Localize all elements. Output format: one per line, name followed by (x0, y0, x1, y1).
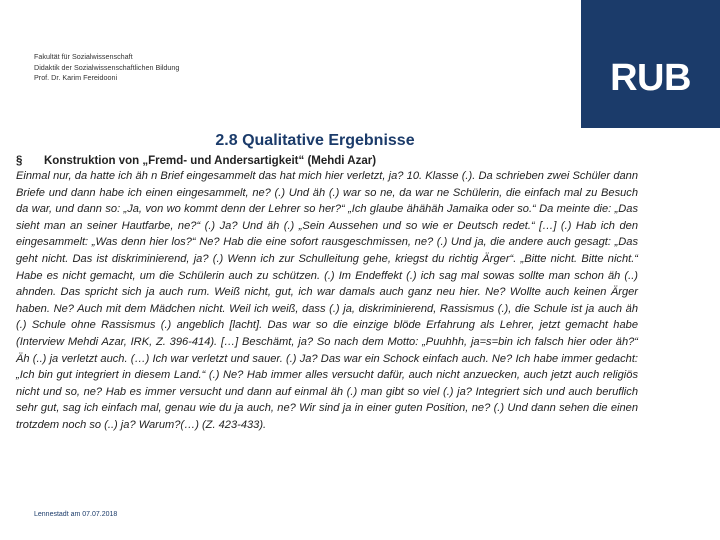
interview-quote: Einmal nur, da hatte ich äh n Brief eingesammelt das hat mich hier verletzt, ja? 10. Klasse (.). Da schrieben zwei Schüler dann Briefe und dann habe ich einen eingesammelt, ne? (.) Und äh (.) war so ne, da war ne Schülerin, die einfach mal zu Besuch da war, und dann so: „Ja, von wo kommt denn der Lehrer so her?“ „Ich glaube ähähäh Jamaika oder so.“ Da meinte die: „Das sieht man an seiner Hautfarbe, ne?“ (.) Ja? Und äh (.) „Sein Aussehen und so wie er Deutsch redet.“ […] (.) Hab ich den eingesammelt: „Was denn hier los?“ Ne? Hab die eine sofort rausgeschmissen, ne? (.) Und ja, die andere auch gesagt: „Das geht nicht. Das ist diskriminierend, ja? (.) Wenn ich zur Schulleitung gehe, kriegst du richtig Ärger“. „Bitte nicht. Bitte nicht.“ Habe es nicht gemacht, um die Schülerin auch zu schützen. (.) Im Endeffekt (.) ich sag mal sowas sollte man schon äh (..) ahnden. Das spricht sich ja auch rum. Weiß nicht, gut, ich war damals auch ganz neu hier. Ne? Wollte auch keinen Ärger haben. Ne? Auch mit dem Mädchen nicht. Weil ich weiß, dass (.) ja, diskriminierend, Rassismus (.), die Schule ist ja auch äh (.) Schule ohne Rassismus (.) angeblich [lacht]. Das war so die einzige blöde Erfahrung als Lehrer, jetzt gemacht habe (Interview Mehdi Azar, IRK, Z. 396-414). […] Beschämt, ja? So nach dem Motto: „Puuhhh, ja=s=bin ich falsch hier oder äh?“ Äh (..) ja verletzt auch. (…) Ich war verletzt und sauer. (.) Ja? Das war ein Schock einfach auch. Ne? Ich habe immer gedacht: „Ich bin gut integriert in diesem Land.“ (.) Ne? Hab immer alles versucht dafür, auch nicht anzuecken, auch jetzt auch religiös nicht und so, ne? Hab es immer versucht und dann auf einmal äh (.) man gibt so viel (.) ja? Integriert sich und auch beruflich sehr gut, sag ich einfach mal, genau wie du ja auch, ne? Wir sind ja in einer guten Position, ne? (.) Und dann sehen die einen trotzdem noch so (..) ja? Warum?(…) (Z. 423-433). (16, 170, 638, 431)
rub-logo: RUB (610, 57, 691, 99)
department-name: Didaktik der Sozialwissenschaftlichen Bildung (34, 62, 180, 72)
footer-date: Lennestadt am 07.07.2018 (34, 511, 118, 518)
professor-name: Prof. Dr. Karim Fereidooni (34, 73, 118, 82)
brand-bar (581, 0, 720, 128)
slide-title: 2.8 Qualitative Ergebnisse (215, 132, 415, 149)
faculty-name: Fakultät für Sozialwissenschaft (34, 52, 133, 61)
institution-header (34, 52, 179, 84)
bullet-text: Konstruktion von „Fremd- und Andersartigkeit“ (Mehdi Azar) (44, 155, 377, 167)
bullet-heading (16, 155, 376, 167)
bullet-icon: § (16, 155, 23, 167)
